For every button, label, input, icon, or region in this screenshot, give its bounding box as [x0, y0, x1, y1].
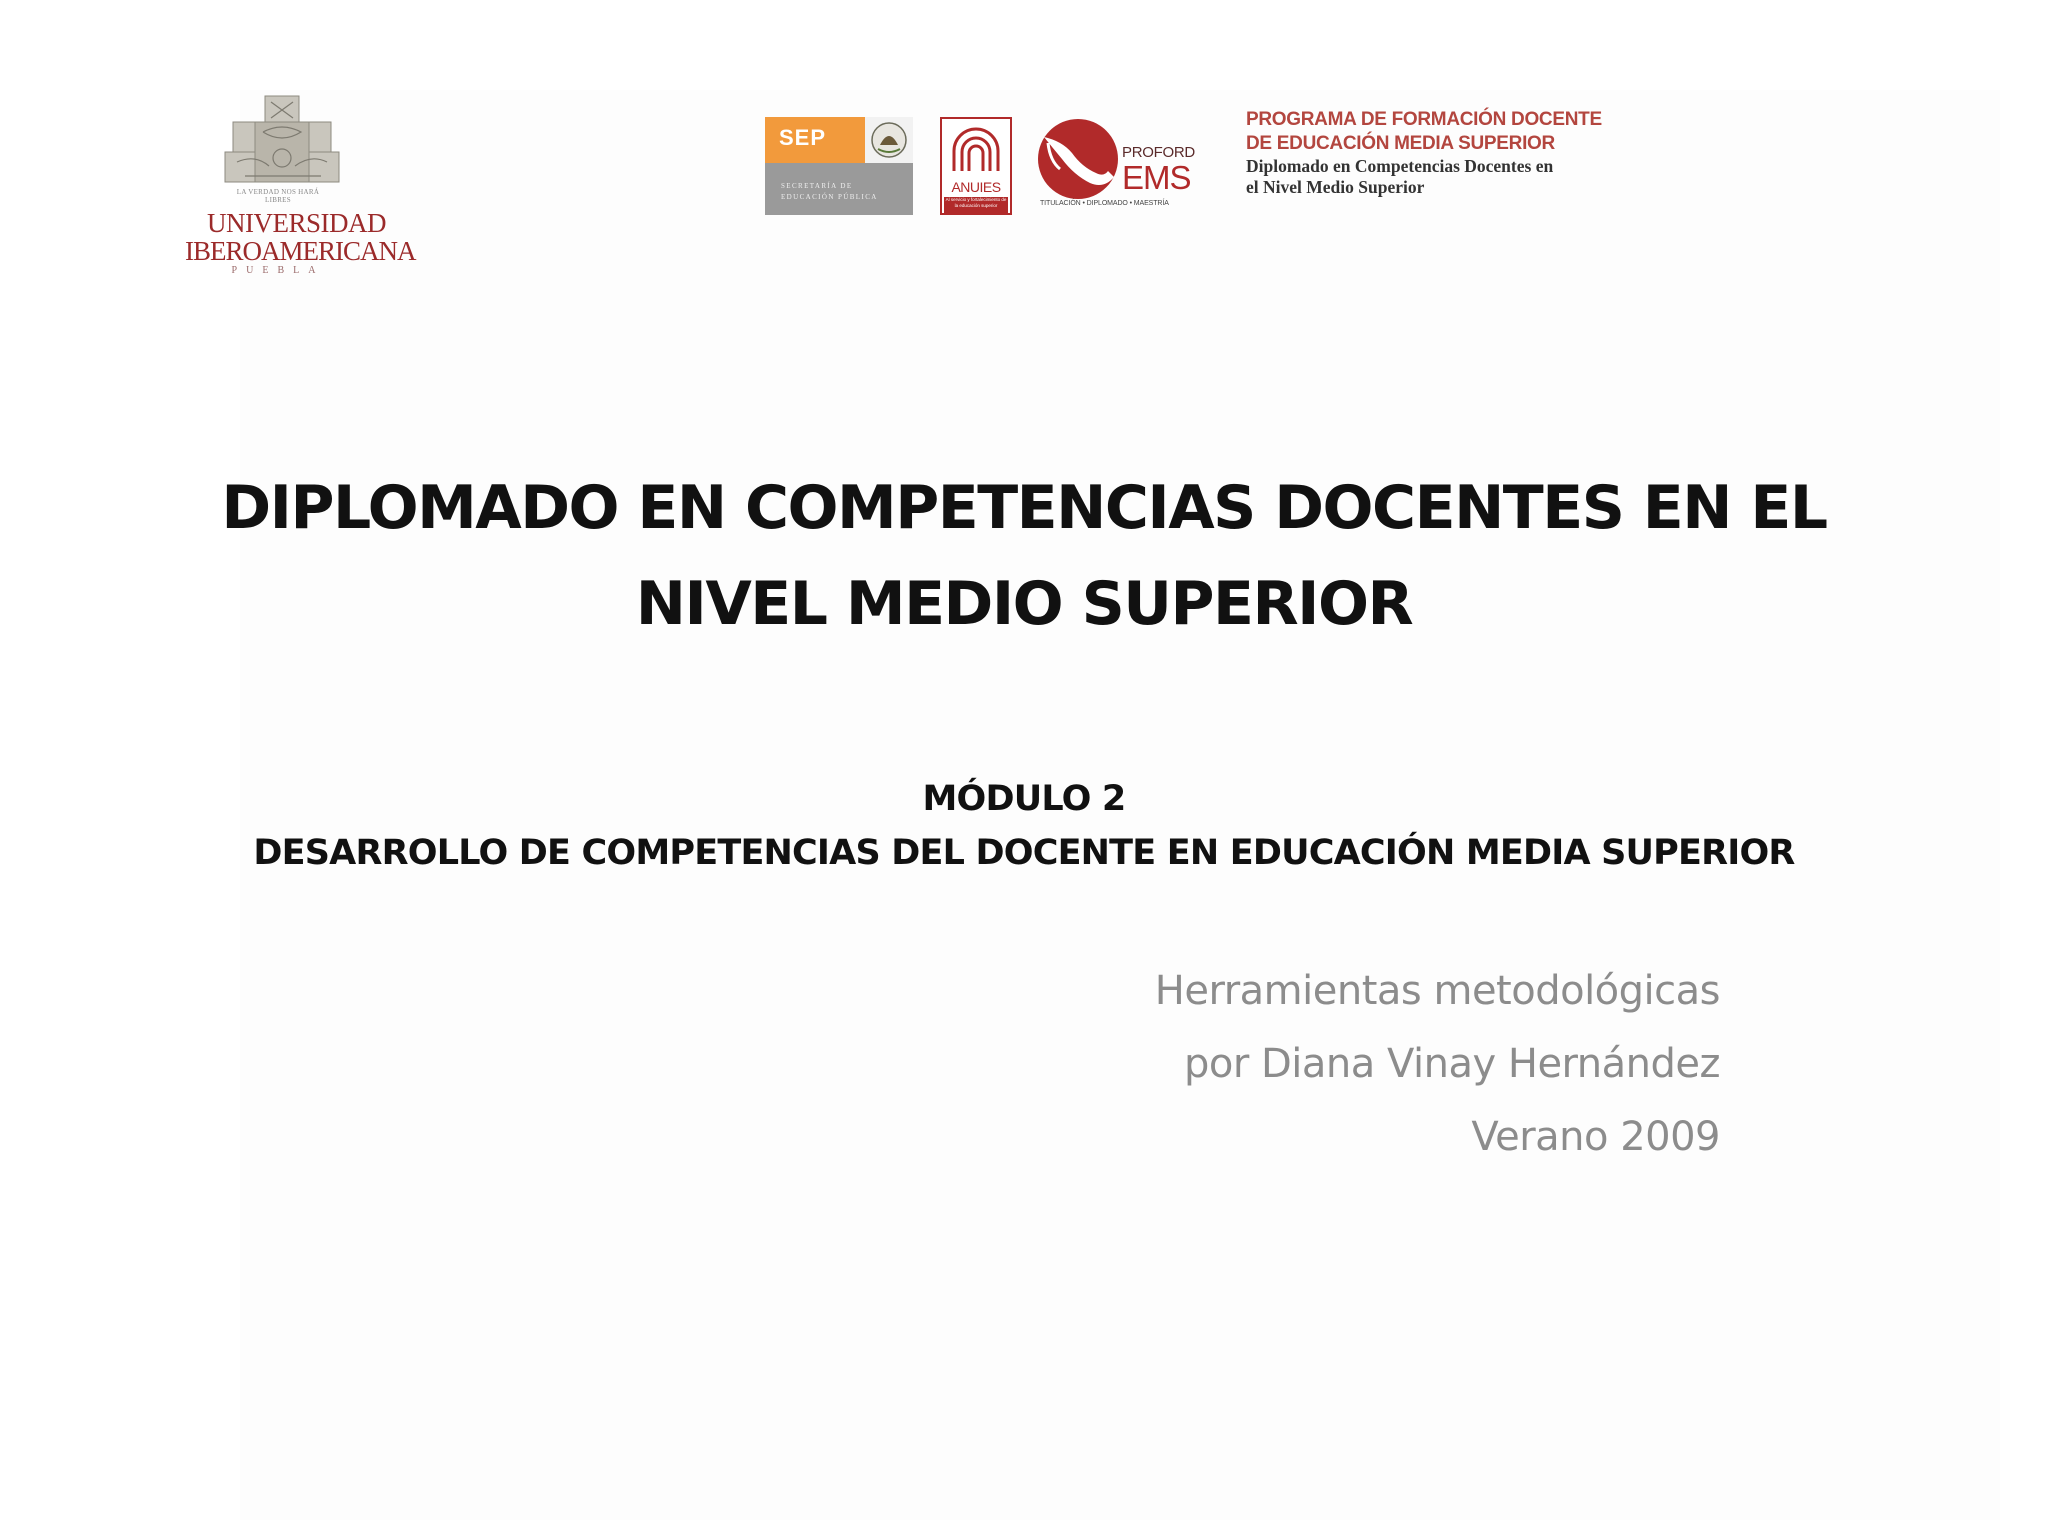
title-line1: DIPLOMADO EN COMPETENCIAS DOCENTES EN EL [221, 473, 1827, 543]
sep-label: SEP [779, 125, 827, 150]
ibero-name-line1: UNIVERSIDAD [207, 208, 386, 238]
title-line2: NIVEL MEDIO SUPERIOR [635, 569, 1413, 639]
proford-label: PROFORD [1122, 144, 1195, 161]
subtitle-author: por Diana Vinay Hernández [1183, 1041, 1720, 1087]
slide-title [0, 460, 2048, 652]
ibero-logo [185, 92, 416, 282]
slide-subtitle [1000, 955, 1720, 1174]
anuies-rings-icon [942, 119, 1010, 179]
program-line4: el Nivel Medio Superior [1246, 177, 1425, 197]
module-name: DESARROLLO DE COMPETENCIAS DEL DOCENTE EN EDUCACIÓN MEDIA SUPERIOR [253, 833, 1795, 873]
program-header [1246, 108, 1646, 198]
sep-subtitle: SECRETARÍA DE EDUCACIÓN PÚBLICA [781, 182, 878, 201]
anuies-logo [940, 117, 1012, 215]
subtitle-topic: Herramientas metodológicas [1154, 968, 1720, 1014]
ibero-emblem-icon [185, 92, 385, 192]
module-number: MÓDULO 2 [922, 779, 1126, 819]
subtitle-date: Verano 2009 [1471, 1114, 1720, 1160]
anuies-label: ANUIES [951, 179, 1001, 195]
ibero-motto: LA VERDAD NOS HARÁ LIBRES [236, 188, 320, 204]
sep-logo [765, 117, 913, 215]
program-line3: Diplomado en Competencias Docentes en [1246, 156, 1554, 176]
anuies-tagline: Al servicio y fortalecimiento de la educación superior [945, 197, 1007, 208]
mexico-map-icon [1038, 117, 1128, 201]
mexico-seal-icon [865, 117, 913, 163]
proford-tagline: TITULACIÓN • DIPLOMADO • MAESTRÍA [1040, 200, 1169, 207]
ibero-name-line2: IBEROAMERICANA [185, 236, 416, 266]
module-heading [0, 772, 2048, 880]
ems-label: EMS [1122, 159, 1191, 196]
ibero-name-line3: PUEBLA [231, 265, 325, 276]
program-line2: DE EDUCACIÓN MEDIA SUPERIOR [1246, 133, 1555, 154]
sep-seal-block [865, 117, 913, 163]
program-line1: PROGRAMA DE FORMACIÓN DOCENTE [1246, 109, 1602, 130]
proford-ems-logo [1038, 117, 1198, 217]
